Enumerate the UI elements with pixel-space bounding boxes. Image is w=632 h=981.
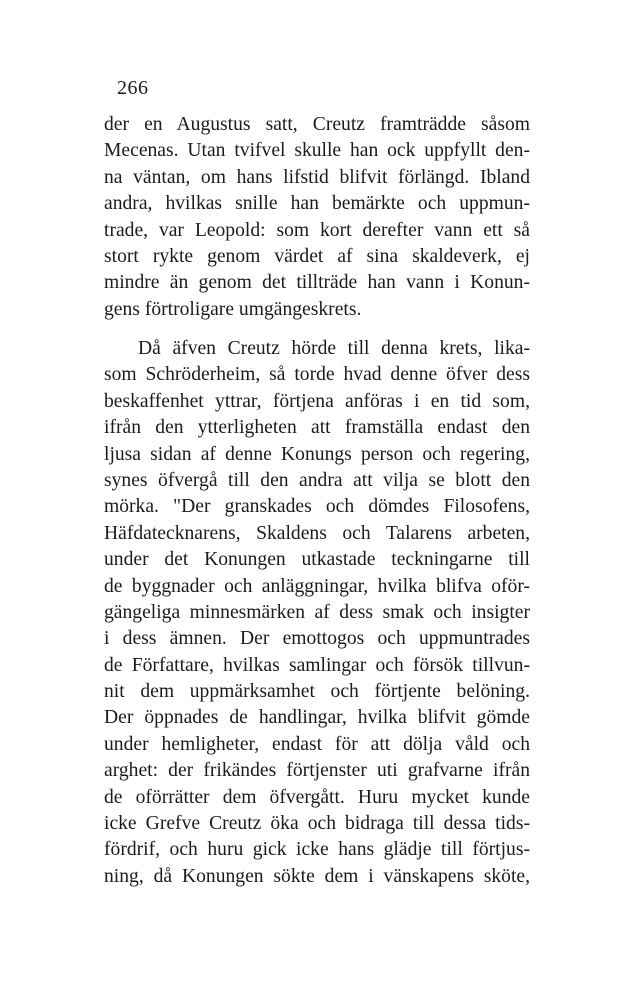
text-line: som Schröderheim, så torde hvad denne öfver dess	[104, 364, 530, 386]
text-line: nit dem uppmärksamhet och förtjente belöning.	[104, 681, 530, 703]
text-line: trade, var Leopold: som kort derefter vann ett så	[104, 219, 530, 241]
text-line: Häfdatecknarens, Skaldens och Talarens arbeten,	[104, 522, 530, 544]
paragraph-2	[104, 336, 530, 890]
text-line: na väntan, om hans lifstid blifvit förlängd. Ibland	[104, 166, 530, 188]
text-line: under det Konungen utkastade teckningarne till	[104, 549, 530, 571]
text-line: Der öppnades de handlingar, hvilka blifvit gömde	[104, 707, 530, 729]
text-line: ifrån den ytterligheten att framställa endast den	[104, 417, 530, 439]
text-line: Då äfven Creutz hörde till denna krets, lika-	[138, 338, 530, 359]
text-line: beskaffenhet yttrar, förtjena anföras i en tid som,	[104, 390, 530, 412]
text-line: de oförrätter dem öfvergått. Huru mycket kunde	[104, 786, 530, 808]
text-line: stort rykte genom värdet af sina skaldeverk, ej	[104, 245, 530, 267]
text-line: under hemligheter, endast för att dölja våld och	[104, 733, 530, 755]
page-number: 266	[117, 77, 149, 99]
text-line: i dess ämnen. Der emottogos och uppmuntrades	[104, 628, 530, 650]
text-line: de Författare, hvilkas samlingar och försök tillvun-	[104, 654, 530, 676]
text-line: ljusa sidan af denne Konungs person och regering,	[104, 443, 530, 465]
text-line: ning, då Konungen sökte dem i vänskapens sköte,	[104, 865, 530, 887]
text-line: icke Grefve Creutz öka och bidraga till dessa tids-	[104, 813, 530, 835]
text-line: Mecenas. Utan tvifvel skulle han ock uppfyllt den-	[104, 140, 530, 162]
text-line: gens förtroligare umgängeskrets.	[104, 298, 362, 320]
text-line: de byggnader och anläggningar, hvilka blifva oför-	[104, 575, 530, 597]
text-line: andra, hvilkas snille han bemärkte och uppmun-	[104, 193, 530, 215]
paragraph-1	[104, 112, 530, 323]
text-line: fördrif, och huru gick icke hans glädje till förtjus-	[104, 839, 530, 861]
text-line: der en Augustus satt, Creutz framträdde såsom	[104, 114, 530, 135]
text-line: mörka. "Der granskades och dömdes Filosofens,	[104, 496, 530, 518]
text-line: synes öfvergå till den andra att vilja se blott den	[104, 469, 530, 491]
text-line: gängeliga minnesmärken af dess smak och insigter	[104, 601, 530, 623]
text-line: mindre än genom det tillträde han vann i Konun-	[104, 272, 530, 294]
text-line: arghet: der frikändes förtjenster uti grafvarne ifrån	[104, 760, 530, 782]
